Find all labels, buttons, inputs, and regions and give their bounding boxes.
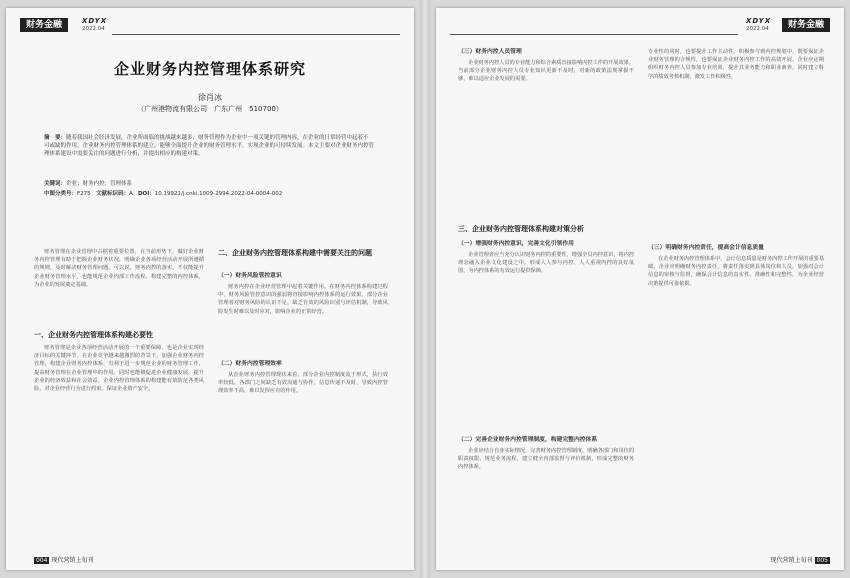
doc-code: A: [128, 191, 133, 197]
section-1-body: 财务管理是企业各项经营活动开展的一个重要保障，也是企业实现经济目标的关键环节。在企业竞争越来越激烈的背景下，加强企业财务内控管理，构建企业财务内控体系，有利于进一步规范企业的财务管理工作，提高财务管理在企业管理中的作用，同时也能够促进企业健康发展，提升企业的经济效益和社会效益。企业内控管理体系的构建能有效防范各类风险，对企业经营行为进行约束，保证企业资产安全。: [34, 345, 204, 393]
author-affiliation: （广州港物流有限公司 广东广州 510700）: [137, 105, 283, 113]
right-page-footer: [771, 555, 830, 564]
subsection-3-2-body: 企业应结合自身实际情况，完善财务内控管理制度，明确各部门和岗位的职责权限，规范业务流程，建立健全内部监督与评价机制，形成完整的财务内控体系。: [458, 448, 635, 471]
subsection-3-3-body: 在企业财务内控管理体系中，会计信息质量是财务内控工作开展的重要基础。企业应明确财务内控责任，将责任落实到具体岗位和人员，加强对会计信息的审核与监督，确保会计信息的真实性、准确性和完整性，为企业经营决策提供可靠依据。: [648, 256, 825, 287]
right-column-continuation: 专业性的同时，也要提升工作主动性。积极参与到内控规划中，既要保证企业财务管理的合规性，也要保证企业财务内控工作的高效开展。企业应定期组织财务内控人员参加专业培训，提升其业务能力和职业素养，同时建立科学的绩效考核机制，激发工作积极性。: [648, 49, 824, 80]
intro-paragraph: 财务管理在企业管理中占据着重要位置，在当前形势下，做好企业财务内控管理有助于把握企业财务状况，明确企业各项经营活动开展所遵循的规则，及时解决财务管理问题。可以说，财务内控的落实，不仅能提升企业财务管理水平，也能规范企业内部工作流程，构建完整的内控体系，为企业的发展奠定基础。: [34, 249, 204, 288]
abstract: [44, 134, 374, 158]
magazine-mark: XDYX: [746, 17, 772, 25]
keywords-label: 关键词：: [44, 181, 67, 187]
article-author: 徐肖冰: [198, 93, 222, 102]
left-page-header: [20, 16, 400, 36]
keywords-text: 企业；财务内控；管理体系: [66, 181, 133, 187]
subsection-2-3-body: 企业财务内控人员的专业能力和综合素质直接影响内控工作的开展效果。当前部分企业财务内控人员专业知识更新不及时，对新的政策法规掌握不够，难以适应企业发展的需要。: [458, 60, 635, 83]
left-page-number: 004: [36, 557, 48, 564]
abstract-label: 摘 要：: [44, 135, 67, 141]
keywords: [44, 180, 374, 188]
magazine-mark: XDYX: [82, 17, 108, 25]
subsection-3-1-body: 企业管理者应当充分认识财务内控的重要性，增强全员内控意识，将内控理念融入企业文化建设之中，形成人人参与内控、人人重视内控的良好氛围，为内控体系的有效运行提供保障。: [458, 252, 635, 275]
section-2-heading: 二、企业财务内控管理体系构建中需要关注的问题: [218, 249, 372, 257]
section-tag: 财务金融: [20, 18, 68, 32]
clc-label: 中图分类号：: [44, 191, 78, 197]
right-page-header: [450, 16, 830, 36]
section-1-heading: 一、企业财务内控管理体系构建必要性: [34, 331, 153, 339]
left-page: [6, 8, 414, 570]
spine-gutter: [420, 0, 430, 578]
right-page: [436, 8, 844, 570]
subsection-2-1-heading: （一）财务风险管控意识: [218, 273, 282, 279]
subsection-2-3-heading: （三）财务内控人员管理: [458, 49, 522, 55]
doi-label: DOI：: [137, 191, 155, 197]
section-3-heading: 三、企业财务内控管理体系构建对策分析: [458, 225, 584, 233]
subsection-2-1-body: 财务内控在企业经营管理中起着关键作用。在财务内控体系构建过程中，财务风险管控意识的强弱将直接影响内控体系的运行效果。部分企业管理者对财务风险的认识不足，缺乏有效的风险识别与评估机制，导致风险发生时难以及时应对，影响企业的正常经营。: [218, 284, 388, 315]
classification-line: [44, 190, 374, 198]
doi-value: 10.19921/j.cnki.1009-2994.2022-04-0004-002: [154, 191, 283, 197]
subsection-3-3-heading: （三）明确财务内控责任，提高会计信息质量: [648, 245, 764, 251]
left-footer-magazine: 现代营销上旬刊: [51, 557, 94, 564]
subsection-2-2-body: 从企业财务内控管理现状来看，部分企业内控制度流于形式，执行效率较低，各部门之间缺乏有效沟通与协作，信息传递不及时，导致内控管理效率不高，难以发挥应有的作用。: [218, 372, 388, 395]
right-page-number: 005: [816, 557, 828, 564]
abstract-text: 随着我国社会经济发展，企业所面临的挑战越来越多，财务管理作为企业中一项关键的管理内容，在企业的日常经营中起着不可或缺的作用。企业财务内控管理体系的建立，能够全面提升企业的财务管理水平，实现企业的可持续发展。本文主要对企业财务内控管理体系建设中需要关注的问题进行分析，并提出相应的构建对策。: [44, 135, 375, 157]
article-title: 企业财务内控管理体系研究: [113, 60, 306, 78]
doc-code-label: 文献标识码：: [95, 191, 129, 197]
right-footer-magazine: 现代营销上旬刊: [770, 557, 813, 564]
subsection-3-1-heading: （一）增强财务内控意识，完善文化引领作用: [458, 241, 574, 247]
section-tag: 财务金融: [782, 18, 830, 32]
header-rule: [112, 34, 400, 35]
header-rule: [450, 34, 738, 35]
subsection-3-2-heading: （二）完善企业财务内控管理制度，构建完整内控体系: [458, 437, 598, 443]
issue-date: 2022.04: [82, 26, 105, 32]
issue-date: 2022.04: [746, 26, 769, 32]
clc-code: F275: [77, 191, 91, 197]
subsection-2-2-heading: （二）财务内控管理效率: [218, 361, 282, 367]
left-page-footer: [34, 555, 93, 564]
